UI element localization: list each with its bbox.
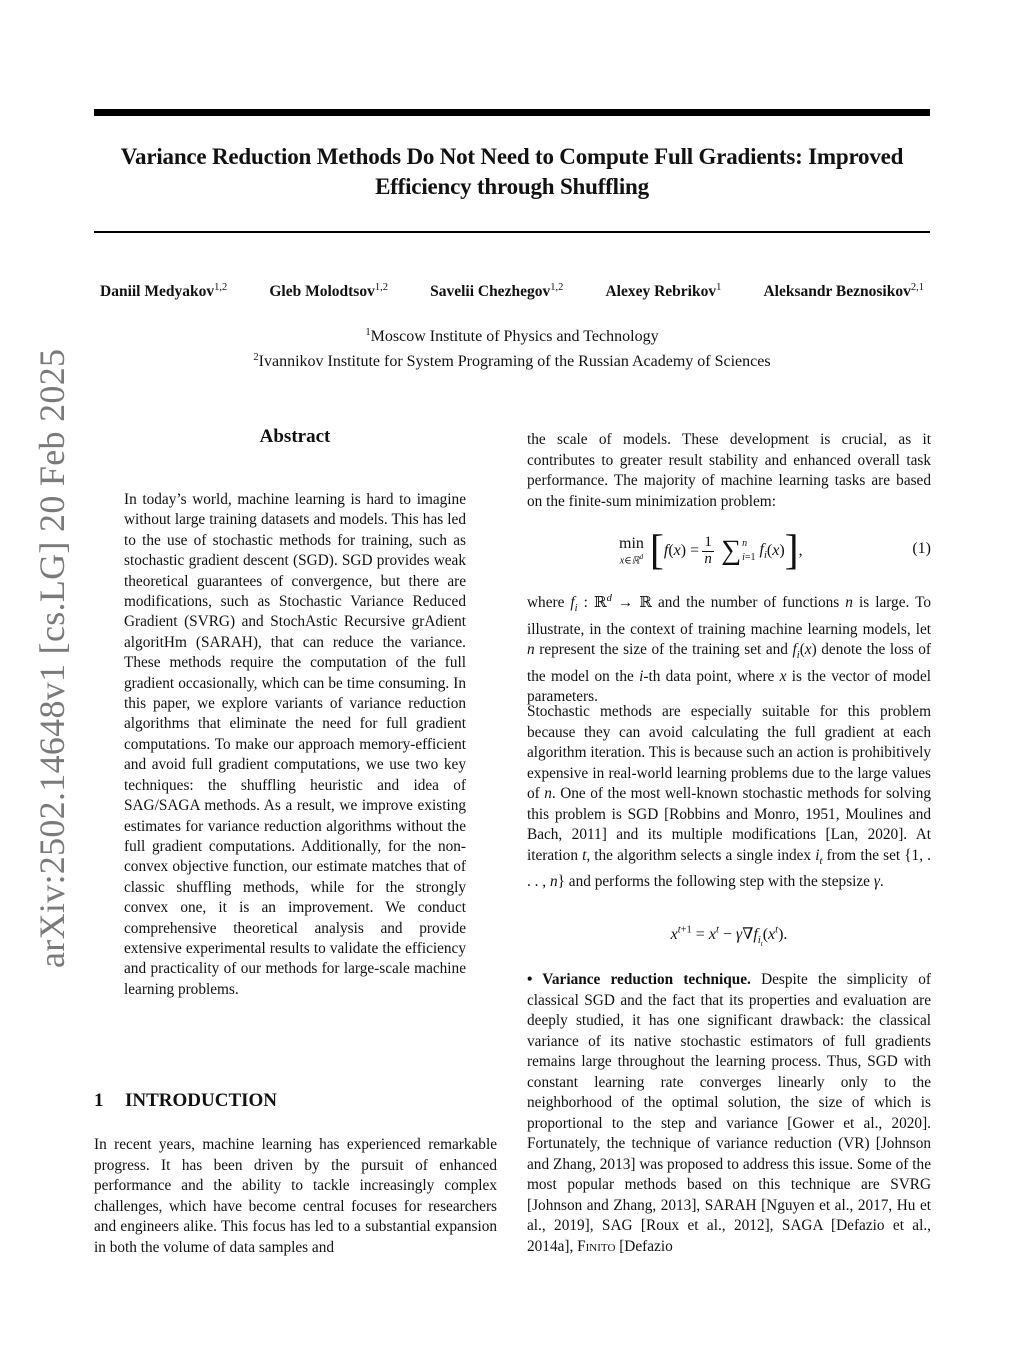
equation-1-body: min x∈ℝ$^d$ [ f ( x ) = $\frac{1}{n}$ ∑ n i=1 $f_i$ ( x ) ] , xyxy=(619,528,803,574)
author: Gleb Molodtsov$^{1,2}$ xyxy=(269,282,388,300)
right-paragraph-1: the scale of models. These development is crucial, as it contributes to greater result stability and enhanced overall task performance. The majority of machine learning tasks are based on the finite-sum minimization problem: xyxy=(527,431,931,510)
title-line-1: Variance Reduction Methods Do Not Need to Compute Full Gradients: Improved xyxy=(120,144,904,169)
author-list xyxy=(94,282,930,301)
abstract-heading: Abstract xyxy=(259,426,331,447)
section-title: INTRODUCTION xyxy=(125,1090,278,1111)
right-bracket: ] xyxy=(784,528,799,574)
intro-paragraph: In recent years, machine learning has experienced remarkable progress. It has been driven by the pursuit of enhanced performance and the ability to tackle increasingly complex challenges, which have become central focuses for researchers and engineers alike. This focus has led to a substantial expansion in both the volume of data samples and xyxy=(94,1136,497,1256)
min-operator: min x∈ℝ$^d$ xyxy=(619,534,644,567)
affiliation: $^2$Ivannikov Institute for System Programing of the Russian Academy of Sciences xyxy=(253,352,771,370)
left-bracket: [ xyxy=(649,528,664,574)
section-number: 1 xyxy=(94,1090,104,1111)
paper-title xyxy=(94,142,930,202)
author: Aleksandr Beznosikov$^{2,1}$ xyxy=(763,282,924,300)
right-paragraph-2: where $f_i$ : ℝ$^d$ → ℝ and the number of functions n is large. To illustrate, in the context of training machine learning models, let n represent the size of the training set and $f_i(x)$ denote the loss of the model on the i-th data point, where x is the vector of model parameters. xyxy=(527,593,932,706)
abstract-text: In today’s world, machine learning is hard to imagine without large training datasets and models. This has led to the use of stochastic methods for training, such as stochastic gradient descent (SGD). SGD provides weak theoretical guarantees of convergence, but there are modifications, such as Stochastic Variance Reduced Gradient (SVRG) and StochAstic Recursive grAdient algoritHm (SARAH), that can reduce the variance. These methods require the computation of the full gradient occasionally, which can be time consuming. In this paper, we explore variants of variance reduction algorithms that eliminate the need for full gradient computations. To make our approach memory-efficient and avoid full gradient computations, we use two key techniques: the shuffling heuristic and idea of SAG/SAGA methods. As a result, we improve existing estimates for variance reduction algorithms without the full gradient computations. Additionally, for the non-convex objective function, our estimate matches that of classic shuffling methods, while for the strongly convex one, it is an improvement. We conduct comprehensive theoretical analysis and provide extensive experimental results to validate the efficiency and practicality of our methods for large-scale machine learning problems. xyxy=(124,491,466,998)
author: Daniil Medyakov$^{1,2}$ xyxy=(100,282,228,300)
sum-symbol: ∑ n i=1 xyxy=(721,535,756,566)
title-top-rule xyxy=(94,109,930,116)
equation-number: (1) xyxy=(912,540,931,557)
author: Savelii Chezhegov$^{1,2}$ xyxy=(430,282,564,300)
equation-sgd-step: $x^{t+1} = x^t - \gamma\nabla f_{i_t}(x^t)$. xyxy=(670,924,788,949)
equation-1 xyxy=(527,526,931,576)
right-paragraph-3: Stochastic methods are especially suitable for this problem because they can avoid calculating the full gradient at each algorithm iteration. This is because such an action is prohibitively expensive in real-world learning problems due to the large values of n. One of the most well-known stochastic methods for solving this problem is SGD [Robbins and Monro, 1951, Moulines and Bach, 2011] and its multiple modifications [Lan, 2020]. At iteration t, the algorithm selects a single index $i_t$ from the set {1, . . . , n} and performs the following step with the stepsize γ. xyxy=(527,703,931,891)
arxiv-identifier[interactable]: arXiv:2502.14648v1 [cs.LG] 20 Feb 2025 xyxy=(32,348,72,968)
fraction: $\frac{1}{n}$ xyxy=(702,535,714,568)
affiliations xyxy=(94,322,930,372)
affiliation: $^1$Moscow Institute of Physics and Technology xyxy=(365,327,659,345)
title-line-2: Efficiency through Shuffling xyxy=(375,174,649,199)
right-paragraph-4: • Variance reduction technique. Despite the simplicity of classical SGD and the fact that its properties and evaluation are deeply studied, it has one significant drawback: the classical variance of its native stochastic estimators of full gradients remains large throughout the learning process. Thus, SGD with constant learning rate converges linearly only to the neighborhood of the optimal solution, the size of which is proportional to the step and variance [Gower et al., 2020]. Fortunately, the technique of variance reduction (VR) [Johnson and Zhang, 2013] was proposed to address this issue. Some of the most popular methods based on this technique are SVRG [Johnson and Zhang, 2013], SARAH [Nguyen et al., 2017, Hu et al., 2019], SAG [Roux et al., 2012], SAGA [Defazio et al., 2014a], Finito [Defazio xyxy=(527,971,932,1255)
title-bottom-rule xyxy=(94,231,930,233)
author: Alexey Rebrikov$^1$ xyxy=(605,282,722,300)
paragraph-run-in-heading: • Variance reduction technique. xyxy=(527,971,751,988)
section-heading xyxy=(94,1090,277,1112)
